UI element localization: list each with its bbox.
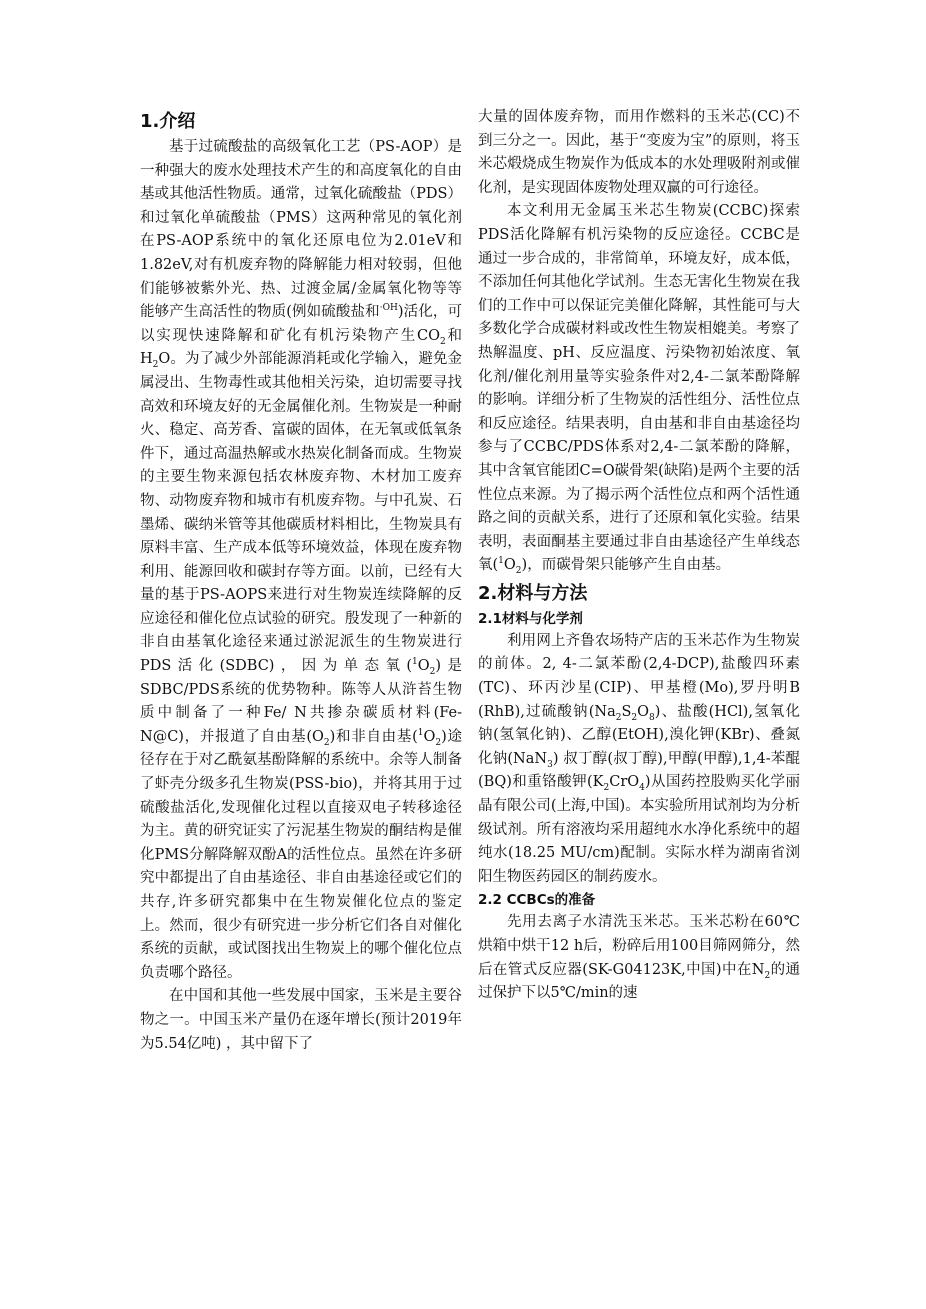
- section-heading-materials-methods: 2.材料与方法: [478, 582, 588, 604]
- intro-paragraph-3: 本文利用无金属玉米芯生物炭(CCBC)探索PDS活化降解有机污染物的反应途径。CCBC是通过一步合成的，非常简单，环境友好，成本低，不添加任何其他化学试剂。生态无害化生物炭在我们的工作中可以保证完美催化降解，其性能可与大多数化学合成碳材料或改性生物炭相媲美。考察了热解温度、pH、反应温度、污染物初始浓度、氧化剂/催化剂用量等实验条件对2,4-二氯苯酚降解的影响。详细分析了生物炭的活性组分、活性位点和反应途径。结果表明，自由基和非自由基途径均参与了CCBC/PDS体系对2,4-二氯苯酚的降解，其中含氧官能团C=O碳骨架(缺陷)是两个主要的活性位点来源。为了揭示两个活性位点和两个活性通路之间的贡献关系，进行了还原和氧化实验。结果表明，表面酮基主要通过非自由基途径产生单线态氧$(^1O_2)$，而碳骨架只能够产生自由基。: [478, 203, 800, 577]
- left-column: [140, 106, 462, 1056]
- subsection-heading-materials: 2.1材料与化学剂: [478, 610, 583, 627]
- intro-paragraph-2-continued: 大量的固体废弃物，而用作燃料的玉米芯(CC)不到三分之一。因此，基于“变废为宝”的原则，将玉米芯煅烧成生物炭作为低成本的水处理吸附剂或催化剂，是实现固体废物处理双赢的可行途径。: [478, 109, 800, 196]
- intro-paragraph-2: 在中国和其他一些发展中国家，玉米是主要谷物之一。中国玉米产量仍在逐年增长(预计2019年为5.54亿吨) ，其中留下了: [140, 988, 462, 1052]
- section-heading-introduction: 1.介绍: [140, 111, 196, 132]
- intro-paragraph-1: 基于过硫酸盐的高级氧化工艺（PS-AOP）是一种强大的废水处理技术产生的和高度氧化的自由基或其他活性物质。通常，过氧化硫酸盐（PDS）和过氧化单硫酸盐（PMS）这两种常见的氧化剂在PS-AOP系统中的氧化还原电位为2.01eV和1.82eV,对有机废弃物的降解能力相对较弱，但他们能够被紫外光、热、过渡金属/金属氧化物等等能够产生高活性的物质(例如硫酸盐和$^{\cdot OH}$)活化，可以实现快速降解和矿化有机污染物产生$CO_2$和$H_2O$。为了减少外部能源消耗或化学输入，避免金属浸出、生物毒性或其他相关污染，迫切需要寻找高效和环境友好的无金属催化剂。生物炭是一种耐火、稳定、高芳香、富碳的固体，在无氧或低氧条件下，通过高温热解或水热炭化制备而成。生物炭的主要生物来源包括农林废弃物、木材加工废弃物、动物废弃物和城市有机废弃物。与中孔炭、石墨烯、碳纳米管等其他碳质材料相比，生物炭具有原料丰富、生产成本低等环境效益，体现在废弃物利用、能源回收和碳封存等方面。以前，已经有大量的基于PS-AOPS来进行对生物炭连续降解的反应途径和催化位点试验的研究。殷发现了一种新的非自由基氧化途径来通过淤泥派生的生物炭进行PDS活化(SDBC)，因为单态氧$(^1O_2)$是SDBC/PDS系统的优势物种。陈等人从浒苔生物质中制备了一种Fe/ N共掺杂碳质材料(Fe-N@C)，并报道了自由基$(O_2)$和非自由基$(^1O_2)$途径存在于对乙酰氨基酚降解的系统中。余等人制备了虾壳分级多孔生物炭(PSS-bio)，并将其用于过硫酸盐活化,发现催化过程以直接双电子转移途径为主。黄的研究证实了污泥基生物炭的酮结构是催化PMS分解降解双酚A的活性位点。虽然在许多研究中都提出了自由基途径、非自由基途径或它们的共存,许多研究都集中在生物炭催化位点的鉴定上。然而，很少有研究进一步分析它们各自对催化系统的贡献，或试图找出生物炭上的哪个催化位点负责哪个路径。: [140, 139, 462, 981]
- preparation-paragraph: 先用去离子水清洗玉米芯。玉米芯粉在60℃烘箱中烘干12 h后，粉碎后用100目筛网筛分，然后在管式反应器(SK-G04123K,中国)中在$N_2$的通过保护下以5℃/min的速: [478, 914, 801, 1002]
- subsection-heading-ccbc-preparation: 2.2 CCBCs的准备: [478, 892, 596, 909]
- right-column: [478, 106, 800, 1006]
- materials-paragraph: 利用网上齐鲁农场特产店的玉米芯作为生物炭的前体。2, 4-二氯苯酚(2,4-DCP),盐酸四环素(TC)、环丙沙星(CIP)、甲基橙(Mo),罗丹明B (RhB),过硫酸钠$(Na_2S_2O_8)$、盐酸(HCl),氢氧化钠(氢氧化钠)、乙醇(EtOH),溴化钾(KBr)、叠氮化钠(NaN$_3$) 叔丁醇(叔丁醇),甲醇(甲醇),1,4-苯醌(BQ)和重铬酸钾$(K_2CrO_4)$从国药控股购买化学丽晶有限公司(上海,中国)。本实验所用试剂均为分析级试剂。所有溶液均采用超纯水水净化系统中的超纯水(18.25 MU/cm)配制。实际水样为湖南省浏阳生物医药园区的制药废水。: [478, 632, 800, 885]
